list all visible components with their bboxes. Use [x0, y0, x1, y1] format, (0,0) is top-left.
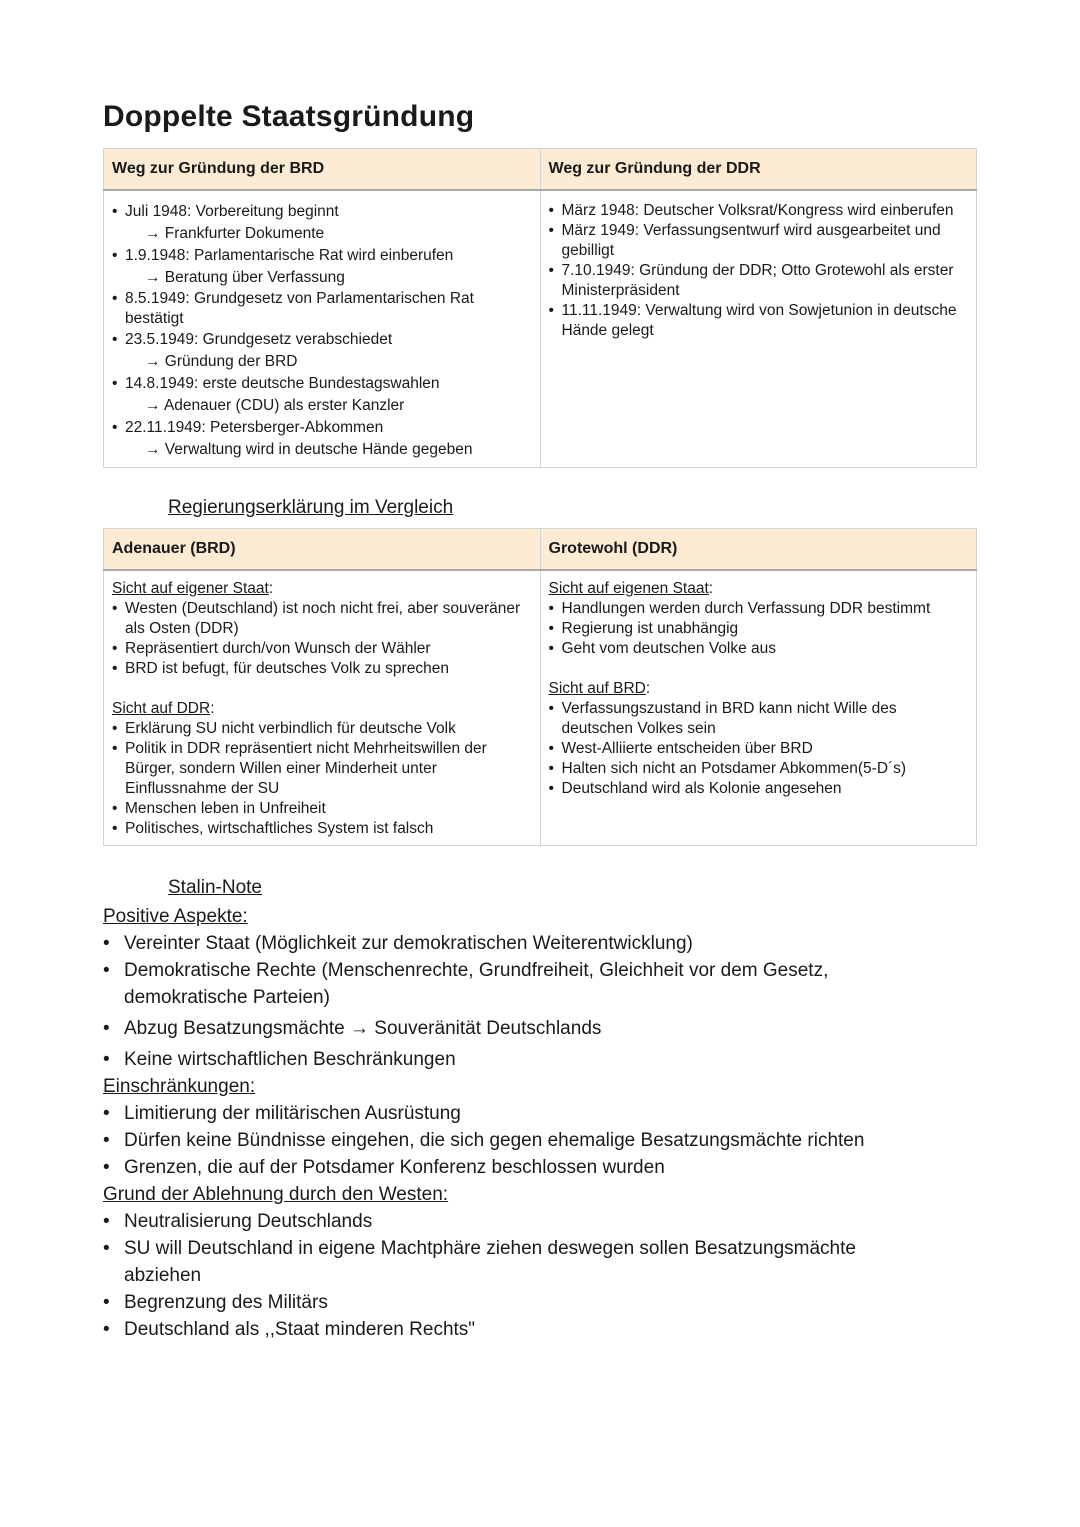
list-item: • 8.5.1949: Grundgesetz von Parlamentarischen Rat bestätigt	[112, 289, 532, 329]
list-item: • März 1948: Deutscher Volksrat/Kongress wird einberufen	[549, 201, 969, 221]
list-item: • 7.10.1949: Gründung der DDR; Otto Grotewohl als erster Ministerpräsident	[549, 261, 969, 301]
list-item: • Menschen leben in Unfreiheit	[112, 799, 532, 819]
ddr-column-header: Weg zur Gründung der DDR	[540, 149, 977, 191]
page-title: Doppelte Staatsgründung	[103, 100, 475, 133]
comparison-table	[103, 528, 977, 846]
list-item: • Demokratische Rechte (Menschenrechte, Grundfreiheit, Gleichheit vor dem Gesetz, demokratische Parteien)	[103, 957, 894, 1011]
section-subtitle-stalin-note: Stalin-Note	[168, 877, 262, 898]
list-item: • Halten sich nicht an Potsdamer Abkommen(5-D´s)	[549, 759, 969, 779]
list-item: • 11.11.1949: Verwaltung wird von Sowjetunion in deutsche Hände gelegt	[549, 301, 969, 341]
list-item: • BRD ist befugt, für deutsches Volk zu sprechen	[112, 659, 532, 679]
list-item: • Begrenzung des Militärs	[103, 1289, 1003, 1316]
rejection-reason-heading: Grund der Ablehnung durch den Westen	[103, 1184, 443, 1205]
subheading: Sicht auf eigener Staat	[112, 580, 269, 597]
adenauer-cell: Sicht auf eigener Staat: • Westen (Deutschland) ist noch nicht frei, aber souveräner als Osten (DDR) • Repräsentiert durch/von Wunsch der Wähler • BRD ist befugt, für deutsches Volk zu sprechen Sicht auf DDR: • Erklärung SU nicht verbindlich für deutsche Volk • Politik in DDR repräsentiert nicht Mehrheitswillen der Bürger, sondern Willen einer Minderheit unter Einflussnahme der SU • Menschen leben in Unfreiheit • Politisches, wirtschaftliches System ist falsch	[104, 570, 541, 846]
list-item: • 23.5.1949: Grundgesetz verabschiedet → Gründung der BRD	[112, 329, 532, 373]
limitations-heading: Einschränkungen	[103, 1076, 250, 1097]
section-subtitle-comparison: Regierungserklärung im Vergleich	[168, 497, 454, 518]
list-item: • Juli 1948: Vorbereitung beginnt → Frankfurter Dokumente	[112, 201, 532, 245]
list-item: • Handlungen werden durch Verfassung DDR bestimmt	[549, 599, 969, 619]
list-item: • 1.9.1948: Parlamentarische Rat wird einberufen → Beratung über Verfassung	[112, 245, 532, 289]
grotewohl-cell: Sicht auf eigenen Staat: • Handlungen werden durch Verfassung DDR bestimmt • Regierung ist unabhängig • Geht vom deutschen Volke aus Sicht auf BRD: • Verfassungszustand in BRD kann nicht Wille des deutschen Volkes sein • West-Alliierte entscheiden über BRD • Halten sich nicht an Potsdamer Abkommen(5-D´s) • Deutschland wird als Kolonie angesehen	[540, 570, 977, 846]
list-item: • Neutralisierung Deutschlands	[103, 1208, 1003, 1235]
ddr-founding-cell	[540, 190, 977, 468]
list-item: • Westen (Deutschland) ist noch nicht frei, aber souveräner als Osten (DDR)	[112, 599, 532, 639]
founding-table	[103, 148, 977, 468]
list-item: • März 1949: Verfassungsentwurf wird ausgearbeitet und gebilligt	[549, 221, 969, 261]
list-item: • Erklärung SU nicht verbindlich für deutsche Volk	[112, 719, 532, 739]
grotewohl-column-header: Grotewohl (DDR)	[540, 529, 977, 571]
list-item: • Geht vom deutschen Volke aus	[549, 639, 969, 659]
brd-founding-cell	[104, 190, 541, 468]
list-item: • Repräsentiert durch/von Wunsch der Wähler	[112, 639, 532, 659]
stalin-note-section: Positive Aspekte: • Vereinter Staat (Möglichkeit zur demokratischen Weiterentwicklung) • Demokratische Rechte (Menschenrechte, Grundfreiheit, Gleichheit vor dem Gesetz, demokratische Parteien) • Abzug Besatzungsmächte → Souveränität Deutschlands • Keine wirtschaftlichen Beschränkungen Einschränkungen: • Limitierung der militärischen Ausrüstung • Dürfen keine Bündnisse eingehen, die sich gegen ehemalige Besatzungsmächte richten • Grenzen, die auf der Potsdamer Konferenz beschlossen wurden Grund der Ablehnung durch den Westen: • Neutralisierung Deutschlands • SU will Deutschland in eigene Machtphäre ziehen deswegen sollen Besatzungsmächte abziehen • Begrenzung des Militärs • Deutschland als ,,Staat minderen Rechts"	[103, 903, 1003, 1343]
adenauer-column-header: Adenauer (BRD)	[104, 529, 541, 571]
list-item: • Vereinter Staat (Möglichkeit zur demokratischen Weiterentwicklung)	[103, 930, 1003, 957]
list-item: • Verfassungszustand in BRD kann nicht Wille des deutschen Volkes sein	[549, 699, 969, 739]
list-item: • Keine wirtschaftlichen Beschränkungen	[103, 1046, 1003, 1073]
list-item: • Regierung ist unabhängig	[549, 619, 969, 639]
brd-column-header: Weg zur Gründung der BRD	[104, 149, 541, 191]
list-item: • Grenzen, die auf der Potsdamer Konferenz beschlossen wurden	[103, 1154, 1003, 1181]
list-item: • Politik in DDR repräsentiert nicht Mehrheitswillen der Bürger, sondern Willen einer Minderheit unter Einflussnahme der SU	[112, 739, 532, 799]
list-item: • Abzug Besatzungsmächte → Souveränität Deutschlands	[103, 1015, 1003, 1042]
list-item: • West-Alliierte entscheiden über BRD	[549, 739, 969, 759]
list-item: • Limitierung der militärischen Ausrüstung	[103, 1100, 1003, 1127]
subheading: Sicht auf BRD	[548, 680, 646, 697]
list-item: • Deutschland als ,,Staat minderen Rechts"	[103, 1316, 1003, 1343]
list-item: • Dürfen keine Bündnisse eingehen, die sich gegen ehemalige Besatzungsmächte richten	[103, 1127, 1003, 1154]
list-item: • SU will Deutschland in eigene Machtphäre ziehen deswegen sollen Besatzungsmächte abziehen	[103, 1235, 924, 1289]
list-item: • 22.11.1949: Petersberger-Abkommen → Verwaltung wird in deutsche Hände gegeben	[112, 417, 532, 461]
list-item: • 14.8.1949: erste deutsche Bundestagswahlen → Adenauer (CDU) als erster Kanzler	[112, 373, 532, 417]
subheading: Sicht auf DDR	[112, 700, 211, 717]
positive-aspects-heading: Positive Aspekte	[103, 906, 243, 927]
subheading: Sicht auf eigenen Staat	[548, 580, 709, 597]
list-item: • Deutschland wird als Kolonie angesehen	[549, 779, 969, 799]
list-item: • Politisches, wirtschaftliches System ist falsch	[112, 819, 532, 839]
